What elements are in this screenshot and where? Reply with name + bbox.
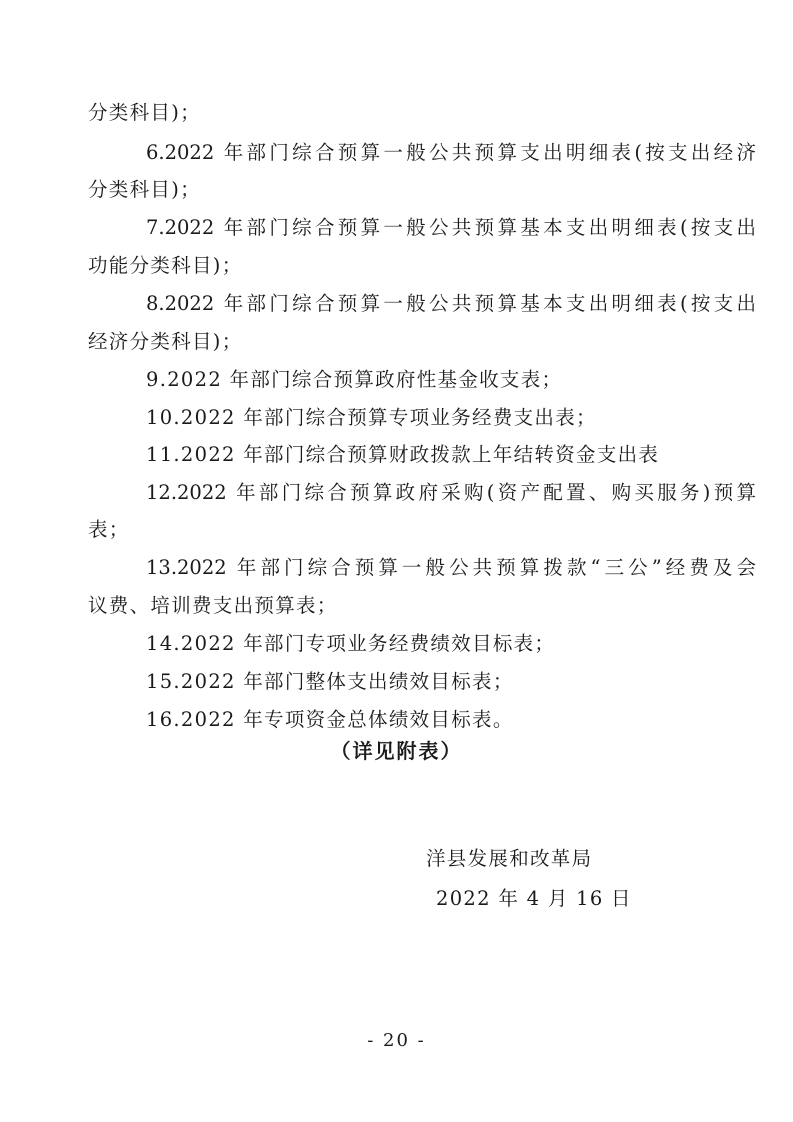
text-line: 15.2022 年部门整体支出绩效目标表； [146, 670, 514, 693]
text-line: 表； [88, 518, 130, 541]
text-line: 功能分类科目)； [88, 254, 243, 277]
text-line: 7.2022 年部门综合预算一般公共预算基本支出明细表(按支出 [146, 216, 756, 239]
text-line: 9.2022 年部门综合预算政府性基金收支表； [146, 368, 563, 391]
text-line: 经济分类科目)； [88, 330, 243, 353]
text-line: 10.2022 年部门综合预算专项业务经费支出表； [146, 406, 597, 429]
text-line: 6.2022 年部门综合预算一般公共预算支出明细表(按支出经济 [146, 141, 756, 164]
text-line: 11.2022 年部门综合预算财政拨款上年结转资金支出表 [146, 443, 660, 466]
signature-organization: 洋县发展和改革局 [426, 847, 593, 870]
text-line: 分类科目)； [88, 101, 201, 124]
text-line: 议费、培训费支出预算表； [88, 594, 338, 617]
text-line: 8.2022 年部门综合预算一般公共预算基本支出明细表(按支出 [146, 292, 756, 315]
text-line: 分类科目)； [88, 178, 201, 201]
text-line: 16.2022 年专项资金总体绩效目标表。 [146, 708, 514, 731]
text-line: 12.2022 年部门综合预算政府采购(资产配置、购买服务)预算 [146, 481, 756, 504]
page-number: - 20 - [367, 1030, 426, 1051]
section-heading: （详见附表） [330, 739, 463, 763]
text-line: 13.2022 年部门综合预算一般公共预算拨款“三公”经费及会 [146, 556, 756, 579]
text-line: 14.2022 年部门专项业务经费绩效目标表； [146, 632, 556, 655]
signature-date: 2022 年 4 月 16 日 [436, 887, 632, 910]
